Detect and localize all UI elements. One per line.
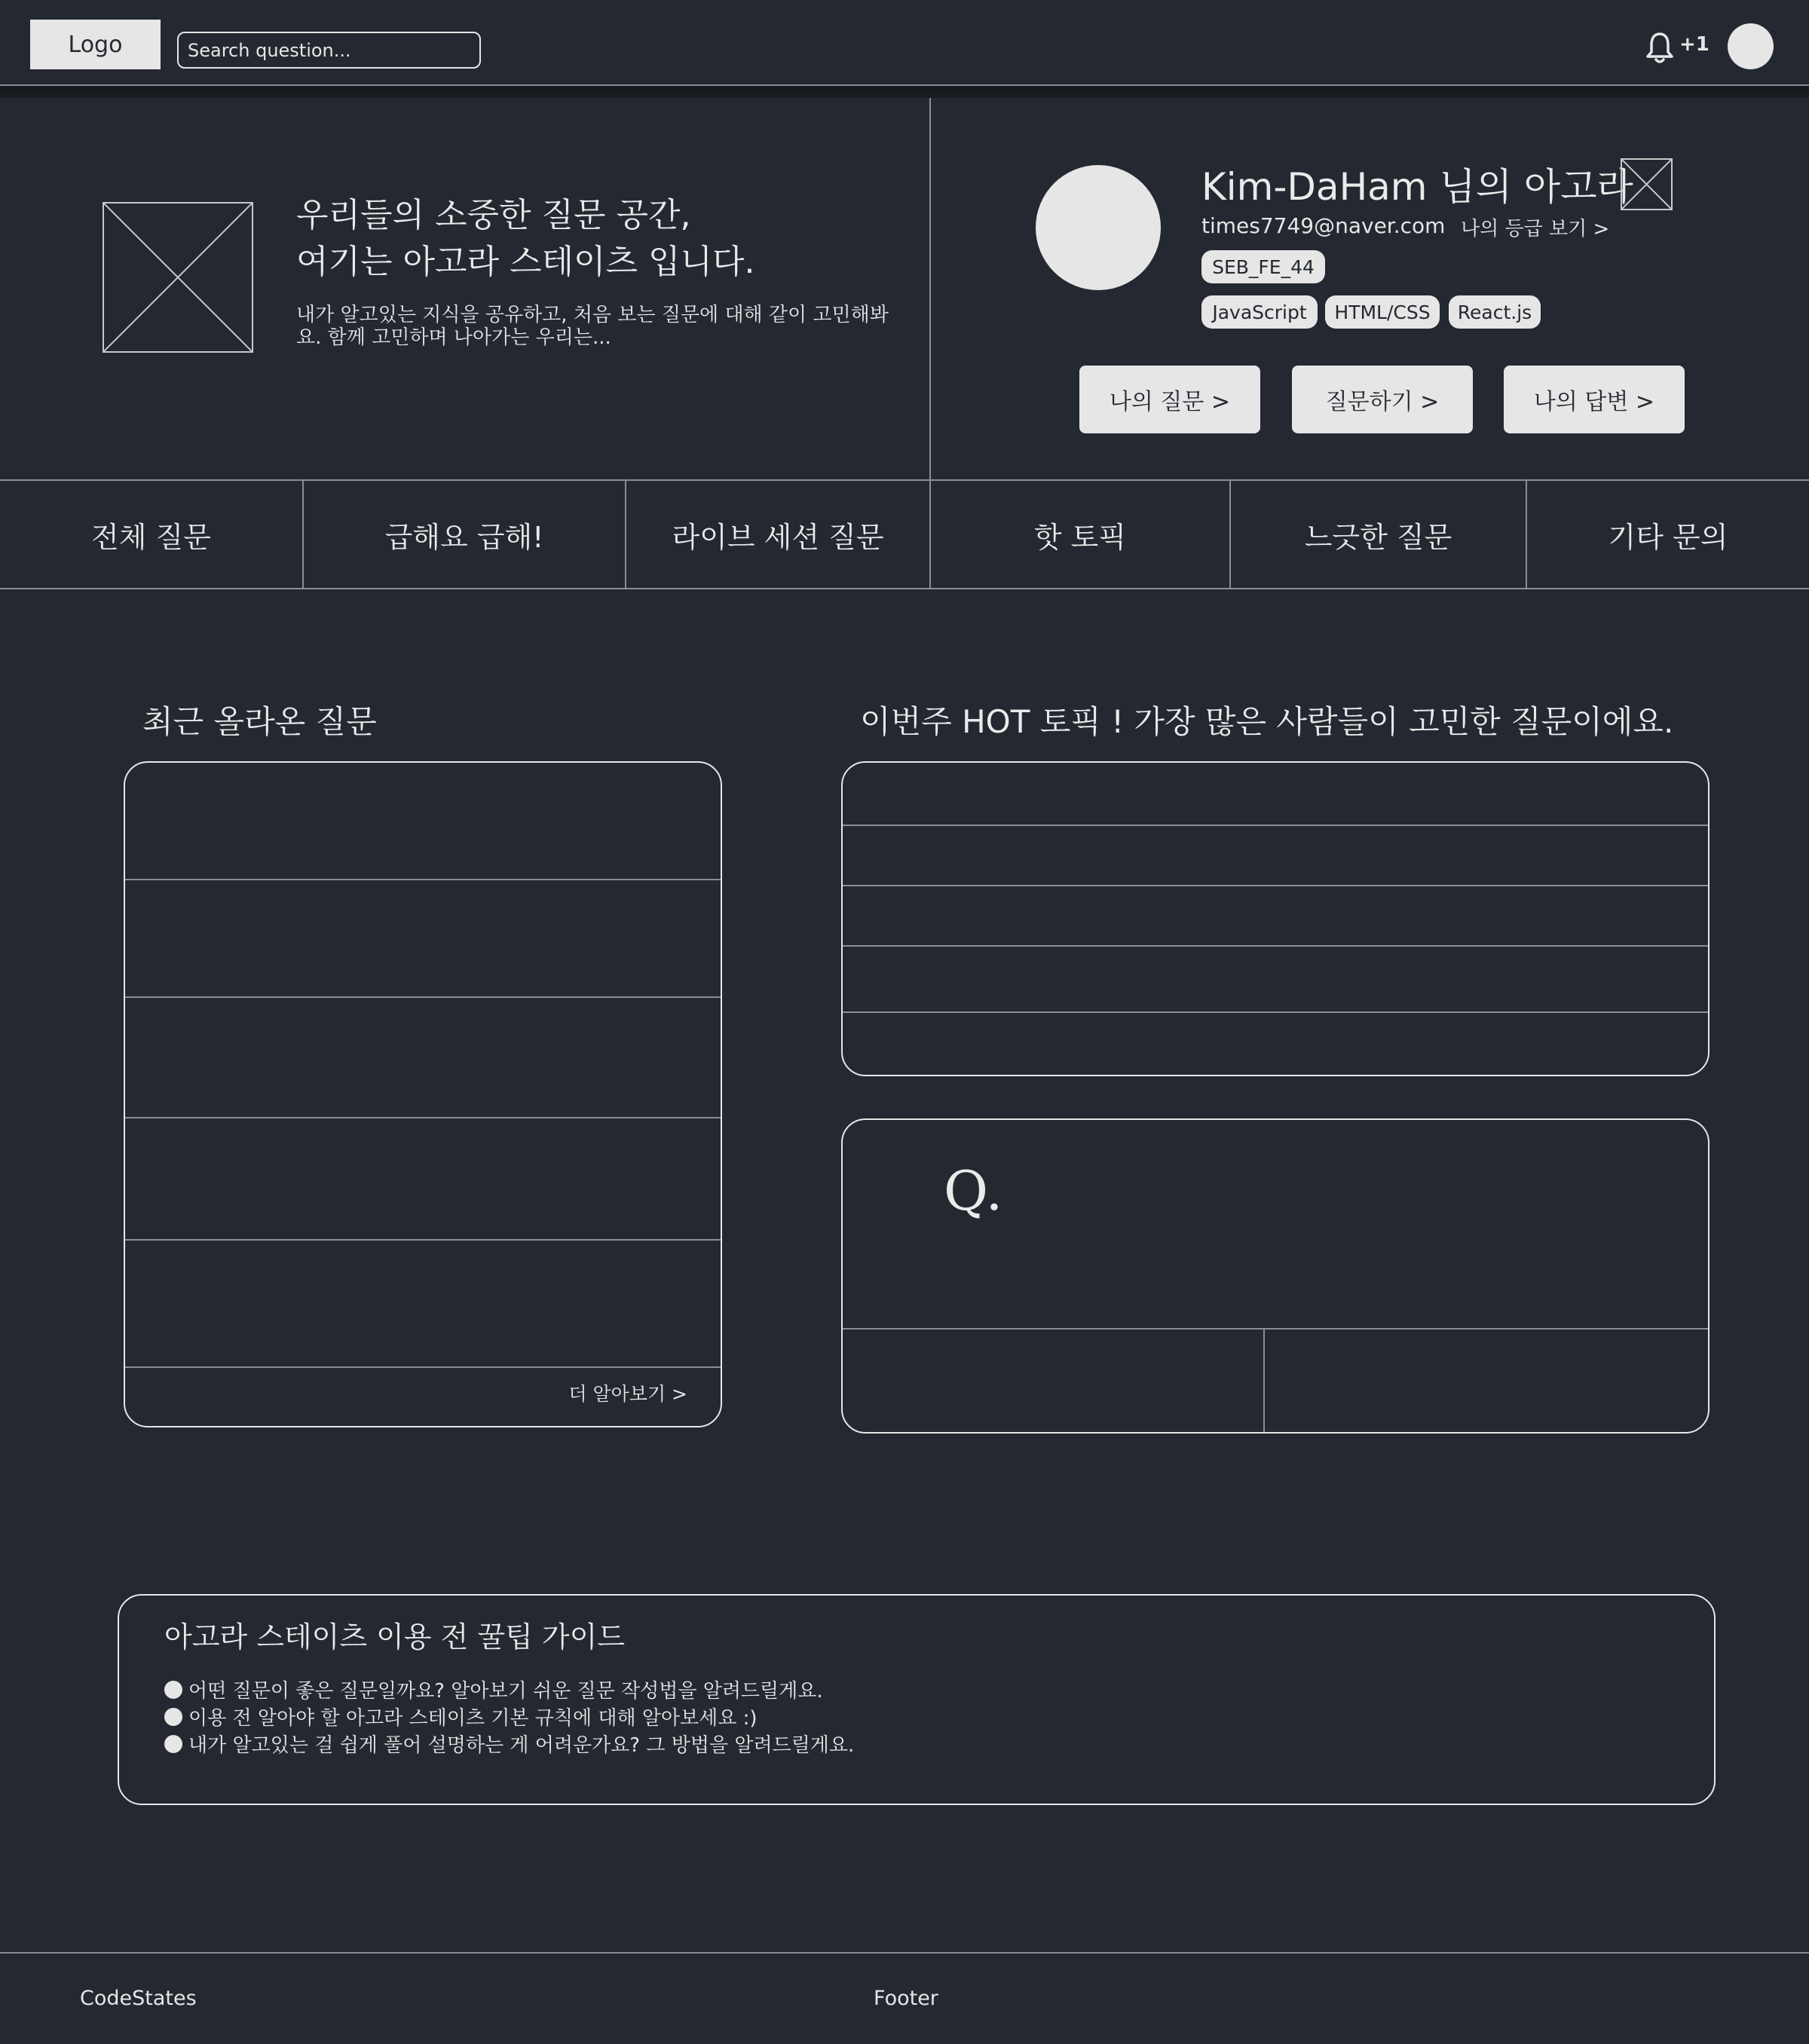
header-shadow: [0, 86, 1809, 98]
hero-description: 내가 알고있는 지식을 공유하고, 처음 보는 질문에 대해 같이 고민해봐요. 함께 고민하며 나아가는 우리는...: [296, 304, 889, 349]
tips-title: 아고라 스테이츠 이용 전 꿀팁 가이드: [164, 1620, 626, 1654]
ask-question-button[interactable]: 질문하기 >: [1292, 366, 1473, 433]
row-divider: [843, 945, 1708, 947]
my-questions-button[interactable]: 나의 질문 >: [1079, 366, 1260, 433]
tip-text: 내가 알고있는 걸 쉽게 풀어 설명하는 게 어려운가요? 그 방법을 알려드릴게요.: [188, 1734, 855, 1757]
question-mark-label: Q.: [944, 1159, 1003, 1222]
cohort-badge: SEB_FE_44: [1201, 250, 1325, 283]
tab-urgent[interactable]: 급해요 급해!: [384, 520, 544, 554]
tab-live-session[interactable]: 라이브 세션 질문: [672, 520, 884, 554]
notification-count: +1: [1679, 33, 1710, 56]
tip-item[interactable]: [164, 1703, 758, 1730]
tab-hot-topic[interactable]: 핫 토픽: [1033, 520, 1127, 554]
user-avatar[interactable]: [1728, 23, 1774, 69]
skill-tag-javascript: JavaScript: [1201, 295, 1318, 329]
row-divider: [125, 1366, 721, 1368]
row-divider: [125, 996, 721, 998]
profile-email: times7749@naver.com: [1201, 213, 1446, 238]
hero-title: [296, 192, 755, 286]
footer-divider: [0, 1952, 1809, 1954]
tabs-bottom-border: [0, 588, 1809, 589]
grade-link[interactable]: 나의 등급 보기 >: [1461, 218, 1610, 240]
tab-other-inquiries[interactable]: 기타 문의: [1608, 520, 1728, 554]
my-answers-button[interactable]: 나의 답변 >: [1504, 366, 1685, 433]
bullet-icon: [164, 1681, 182, 1699]
tab-relaxed-questions[interactable]: 느긋한 질문: [1304, 520, 1452, 554]
tab-all-questions[interactable]: 전체 질문: [91, 520, 211, 554]
row-divider: [843, 1011, 1708, 1013]
search-input[interactable]: [177, 32, 481, 69]
footer-label: Footer: [874, 1987, 938, 2010]
row-divider: [843, 1328, 1708, 1330]
row-divider: [125, 1117, 721, 1118]
hero-divider: [929, 98, 931, 482]
tip-item[interactable]: [164, 1675, 823, 1703]
recent-questions-card: [124, 761, 722, 1427]
footer-brand: CodeStates: [80, 1987, 197, 2010]
skill-tag-react: React.js: [1449, 295, 1541, 329]
bullet-icon: [164, 1708, 182, 1726]
profile-image-placeholder: [1621, 158, 1673, 210]
more-link[interactable]: 더 알아보기 >: [568, 1383, 687, 1405]
row-divider: [125, 879, 721, 880]
row-divider: [843, 825, 1708, 826]
row-divider: [843, 885, 1708, 886]
row-divider: [125, 1239, 721, 1241]
hero-image-placeholder: [103, 202, 253, 353]
bullet-icon: [164, 1735, 182, 1753]
bell-icon[interactable]: [1645, 30, 1675, 65]
skill-tag-html-css: HTML/CSS: [1325, 295, 1440, 329]
tips-card: [118, 1594, 1716, 1805]
profile-name: Kim-DaHam 님의 아고라: [1201, 165, 1633, 209]
hot-topic-list-card: [841, 761, 1710, 1076]
logo[interactable]: Logo: [30, 20, 161, 69]
column-divider: [1263, 1328, 1265, 1434]
tip-text: 어떤 질문이 좋은 질문일까요? 알아보기 쉬운 질문 작성법을 알려드릴게요.: [188, 1680, 823, 1703]
hero-title-line1: 우리들의 소중한 질문 공간,: [296, 196, 691, 234]
tip-text: 이용 전 알아야 할 아고라 스테이츠 기본 규칙에 대해 알아보세요 :): [188, 1707, 758, 1730]
profile-avatar: [1036, 165, 1161, 290]
recent-questions-title: 최근 올라온 질문: [142, 703, 377, 740]
hot-question-card: [841, 1118, 1710, 1434]
hero-title-line2: 여기는 아고라 스테이츠 입니다.: [296, 243, 755, 281]
hot-topic-title: 이번주 HOT 토픽 ! 가장 많은 사람들이 고민한 질문이에요.: [860, 703, 1674, 740]
tip-item[interactable]: [164, 1730, 854, 1758]
